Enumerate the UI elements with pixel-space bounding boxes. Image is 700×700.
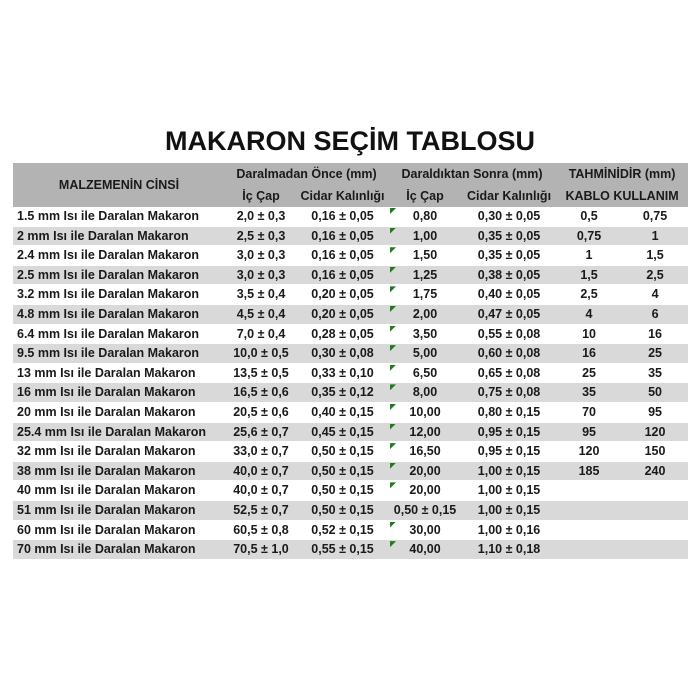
cable-usage-1-cell: 1 xyxy=(556,246,622,266)
inner-diameter-after-cell: 5,00 xyxy=(388,344,462,364)
cable-usage-1-cell xyxy=(556,500,622,520)
table-row xyxy=(13,442,688,462)
header-cable-usage: KABLO KULLANIM xyxy=(556,185,688,207)
wall-thickness-before-cell: 0,16 ± 0,05 xyxy=(297,246,388,266)
header-material: MALZEMENİN CİNSİ xyxy=(13,163,225,207)
material-cell: 2 mm Isı ile Daralan Makaron xyxy=(13,226,225,246)
table-row xyxy=(13,422,688,442)
wall-thickness-before-cell: 0,52 ± 0,15 xyxy=(297,520,388,540)
excel-error-marker-icon xyxy=(390,326,396,332)
inner-diameter-before-cell: 16,5 ± 0,6 xyxy=(225,383,297,403)
cable-usage-1-cell: 0,75 xyxy=(556,226,622,246)
wall-thickness-before-cell: 0,40 ± 0,15 xyxy=(297,402,388,422)
excel-error-marker-icon xyxy=(390,482,396,488)
cable-usage-2-cell: 150 xyxy=(622,442,688,462)
page-title: MAKARON SEÇİM TABLOSU xyxy=(165,126,535,156)
header-group-estimate: TAHMİNİDİR (mm) xyxy=(556,163,688,185)
cable-usage-1-cell: 2,5 xyxy=(556,285,622,305)
excel-error-marker-icon xyxy=(390,443,396,449)
excel-error-marker-icon xyxy=(390,404,396,410)
wall-thickness-before-cell: 0,35 ± 0,12 xyxy=(297,383,388,403)
cable-usage-1-cell: 35 xyxy=(556,383,622,403)
cable-usage-1-cell xyxy=(556,540,622,560)
inner-diameter-after-cell: 1,50 xyxy=(388,246,462,266)
excel-error-marker-icon xyxy=(390,208,396,214)
excel-error-marker-icon xyxy=(390,463,396,469)
inner-diameter-after-cell: 8,00 xyxy=(388,383,462,403)
wall-thickness-after-cell: 0,47 ± 0,05 xyxy=(462,304,556,324)
excel-error-marker-icon xyxy=(390,384,396,390)
excel-error-marker-icon xyxy=(390,541,396,547)
cable-usage-2-cell: 120 xyxy=(622,422,688,442)
inner-diameter-after-cell: 20,00 xyxy=(388,481,462,501)
inner-diameter-after-cell: 1,00 xyxy=(388,226,462,246)
material-cell: 13 mm Isı ile Daralan Makaron xyxy=(13,363,225,383)
material-cell: 2.4 mm Isı ile Daralan Makaron xyxy=(13,246,225,266)
excel-error-marker-icon xyxy=(390,247,396,253)
inner-diameter-before-cell: 70,5 ± 1,0 xyxy=(225,540,297,560)
inner-diameter-before-cell: 4,5 ± 0,4 xyxy=(225,304,297,324)
material-cell: 6.4 mm Isı ile Daralan Makaron xyxy=(13,324,225,344)
table-row xyxy=(13,500,688,520)
wall-thickness-before-cell: 0,16 ± 0,05 xyxy=(297,265,388,285)
material-cell: 25.4 mm Isı ile Daralan Makaron xyxy=(13,422,225,442)
header-group-before-shrink: Daralmadan Önce (mm) xyxy=(225,163,388,185)
cable-usage-1-cell: 16 xyxy=(556,344,622,364)
header-wall-thickness-before: Cidar Kalınlığı xyxy=(297,185,388,207)
wall-thickness-before-cell: 0,28 ± 0,05 xyxy=(297,324,388,344)
wall-thickness-after-cell: 1,00 ± 0,15 xyxy=(462,500,556,520)
wall-thickness-after-cell: 0,30 ± 0,05 xyxy=(462,207,556,226)
inner-diameter-after-cell: 20,00 xyxy=(388,461,462,481)
wall-thickness-after-cell: 0,65 ± 0,08 xyxy=(462,363,556,383)
material-cell: 2.5 mm Isı ile Daralan Makaron xyxy=(13,265,225,285)
wall-thickness-before-cell: 0,33 ± 0,10 xyxy=(297,363,388,383)
wall-thickness-before-cell: 0,20 ± 0,05 xyxy=(297,285,388,305)
wall-thickness-after-cell: 1,00 ± 0,15 xyxy=(462,481,556,501)
table-row xyxy=(13,383,688,403)
inner-diameter-before-cell: 10,0 ± 0,5 xyxy=(225,344,297,364)
table-row xyxy=(13,402,688,422)
cable-usage-2-cell xyxy=(622,520,688,540)
inner-diameter-after-cell: 2,00 xyxy=(388,304,462,324)
table-row xyxy=(13,304,688,324)
table-row xyxy=(13,481,688,501)
table-row xyxy=(13,285,688,305)
table-row xyxy=(13,540,688,560)
inner-diameter-before-cell: 3,0 ± 0,3 xyxy=(225,265,297,285)
material-cell: 38 mm Isı ile Daralan Makaron xyxy=(13,461,225,481)
excel-error-marker-icon xyxy=(390,424,396,430)
cable-usage-1-cell: 0,5 xyxy=(556,207,622,226)
wall-thickness-before-cell: 0,50 ± 0,15 xyxy=(297,500,388,520)
material-cell: 60 mm Isı ile Daralan Makaron xyxy=(13,520,225,540)
makaron-selection-table xyxy=(13,163,688,560)
table-row xyxy=(13,246,688,266)
wall-thickness-after-cell: 0,55 ± 0,08 xyxy=(462,324,556,344)
excel-error-marker-icon xyxy=(390,345,396,351)
cable-usage-1-cell xyxy=(556,481,622,501)
wall-thickness-before-cell: 0,45 ± 0,15 xyxy=(297,422,388,442)
cable-usage-1-cell: 25 xyxy=(556,363,622,383)
inner-diameter-after-cell: 1,25 xyxy=(388,265,462,285)
wall-thickness-after-cell: 0,60 ± 0,08 xyxy=(462,344,556,364)
inner-diameter-before-cell: 7,0 ± 0,4 xyxy=(225,324,297,344)
wall-thickness-after-cell: 0,40 ± 0,05 xyxy=(462,285,556,305)
cable-usage-2-cell: 95 xyxy=(622,402,688,422)
cable-usage-1-cell: 1,5 xyxy=(556,265,622,285)
material-cell: 16 mm Isı ile Daralan Makaron xyxy=(13,383,225,403)
inner-diameter-before-cell: 3,0 ± 0,3 xyxy=(225,246,297,266)
inner-diameter-before-cell: 60,5 ± 0,8 xyxy=(225,520,297,540)
wall-thickness-after-cell: 0,35 ± 0,05 xyxy=(462,246,556,266)
wall-thickness-before-cell: 0,50 ± 0,15 xyxy=(297,481,388,501)
inner-diameter-after-cell: 10,00 xyxy=(388,402,462,422)
inner-diameter-after-cell: 16,50 xyxy=(388,442,462,462)
inner-diameter-before-cell: 40,0 ± 0,7 xyxy=(225,461,297,481)
wall-thickness-before-cell: 0,20 ± 0,05 xyxy=(297,304,388,324)
cable-usage-1-cell: 185 xyxy=(556,461,622,481)
inner-diameter-before-cell: 52,5 ± 0,7 xyxy=(225,500,297,520)
inner-diameter-before-cell: 13,5 ± 0,5 xyxy=(225,363,297,383)
wall-thickness-before-cell: 0,55 ± 0,15 xyxy=(297,540,388,560)
inner-diameter-after-cell: 0,50 ± 0,15 xyxy=(388,500,462,520)
table-row xyxy=(13,207,688,226)
table-row xyxy=(13,344,688,364)
cable-usage-1-cell: 4 xyxy=(556,304,622,324)
table-header xyxy=(13,163,688,207)
cable-usage-2-cell: 6 xyxy=(622,304,688,324)
inner-diameter-after-cell: 12,00 xyxy=(388,422,462,442)
header-inner-diameter-before: İç Çap xyxy=(225,185,297,207)
table-row xyxy=(13,265,688,285)
excel-error-marker-icon xyxy=(390,306,396,312)
table-row xyxy=(13,363,688,383)
cable-usage-1-cell xyxy=(556,520,622,540)
material-cell: 70 mm Isı ile Daralan Makaron xyxy=(13,540,225,560)
cable-usage-1-cell: 120 xyxy=(556,442,622,462)
wall-thickness-after-cell: 0,35 ± 0,05 xyxy=(462,226,556,246)
inner-diameter-after-cell: 40,00 xyxy=(388,540,462,560)
inner-diameter-after-cell: 30,00 xyxy=(388,520,462,540)
wall-thickness-after-cell: 0,95 ± 0,15 xyxy=(462,422,556,442)
header-inner-diameter-after: İç Çap xyxy=(388,185,462,207)
wall-thickness-after-cell: 1,00 ± 0,15 xyxy=(462,461,556,481)
table-body xyxy=(13,207,688,559)
material-cell: 4.8 mm Isı ile Daralan Makaron xyxy=(13,304,225,324)
cable-usage-1-cell: 95 xyxy=(556,422,622,442)
wall-thickness-after-cell: 0,75 ± 0,08 xyxy=(462,383,556,403)
cable-usage-2-cell: 35 xyxy=(622,363,688,383)
inner-diameter-after-cell: 3,50 xyxy=(388,324,462,344)
cable-usage-1-cell: 10 xyxy=(556,324,622,344)
wall-thickness-before-cell: 0,50 ± 0,15 xyxy=(297,442,388,462)
wall-thickness-before-cell: 0,16 ± 0,05 xyxy=(297,207,388,226)
wall-thickness-after-cell: 0,80 ± 0,15 xyxy=(462,402,556,422)
cable-usage-2-cell: 50 xyxy=(622,383,688,403)
wall-thickness-after-cell: 0,95 ± 0,15 xyxy=(462,442,556,462)
wall-thickness-before-cell: 0,30 ± 0,08 xyxy=(297,344,388,364)
table-row xyxy=(13,226,688,246)
material-cell: 20 mm Isı ile Daralan Makaron xyxy=(13,402,225,422)
inner-diameter-before-cell: 2,0 ± 0,3 xyxy=(225,207,297,226)
excel-error-marker-icon xyxy=(390,522,396,528)
cable-usage-2-cell: 2,5 xyxy=(622,265,688,285)
inner-diameter-before-cell: 3,5 ± 0,4 xyxy=(225,285,297,305)
table-row xyxy=(13,324,688,344)
wall-thickness-before-cell: 0,16 ± 0,05 xyxy=(297,226,388,246)
header-group-after-shrink: Daraldıktan Sonra (mm) xyxy=(388,163,556,185)
header-group-row xyxy=(13,163,688,185)
cable-usage-2-cell: 16 xyxy=(622,324,688,344)
header-wall-thickness-after: Cidar Kalınlığı xyxy=(462,185,556,207)
table-row xyxy=(13,461,688,481)
inner-diameter-before-cell: 25,6 ± 0,7 xyxy=(225,422,297,442)
cable-usage-1-cell: 70 xyxy=(556,402,622,422)
wall-thickness-after-cell: 0,38 ± 0,05 xyxy=(462,265,556,285)
table-row xyxy=(13,520,688,540)
wall-thickness-after-cell: 1,00 ± 0,16 xyxy=(462,520,556,540)
cable-usage-2-cell: 25 xyxy=(622,344,688,364)
inner-diameter-before-cell: 40,0 ± 0,7 xyxy=(225,481,297,501)
cable-usage-2-cell xyxy=(622,500,688,520)
wall-thickness-after-cell: 1,10 ± 0,18 xyxy=(462,540,556,560)
material-cell: 51 mm Isı ile Daralan Makaron xyxy=(13,500,225,520)
inner-diameter-after-cell: 6,50 xyxy=(388,363,462,383)
cable-usage-2-cell: 0,75 xyxy=(622,207,688,226)
material-cell: 9.5 mm Isı ile Daralan Makaron xyxy=(13,344,225,364)
inner-diameter-before-cell: 33,0 ± 0,7 xyxy=(225,442,297,462)
wall-thickness-before-cell: 0,50 ± 0,15 xyxy=(297,461,388,481)
cable-usage-2-cell: 4 xyxy=(622,285,688,305)
cable-usage-2-cell xyxy=(622,540,688,560)
excel-error-marker-icon xyxy=(390,267,396,273)
cable-usage-2-cell xyxy=(622,481,688,501)
cable-usage-2-cell: 1 xyxy=(622,226,688,246)
inner-diameter-after-cell: 1,75 xyxy=(388,285,462,305)
inner-diameter-before-cell: 2,5 ± 0,3 xyxy=(225,226,297,246)
inner-diameter-after-cell: 0,80 xyxy=(388,207,462,226)
excel-error-marker-icon xyxy=(390,286,396,292)
material-cell: 1.5 mm Isı ile Daralan Makaron xyxy=(13,207,225,226)
inner-diameter-before-cell: 20,5 ± 0,6 xyxy=(225,402,297,422)
cable-usage-2-cell: 1,5 xyxy=(622,246,688,266)
material-cell: 40 mm Isı ile Daralan Makaron xyxy=(13,481,225,501)
excel-error-marker-icon xyxy=(390,365,396,371)
material-cell: 32 mm Isı ile Daralan Makaron xyxy=(13,442,225,462)
cable-usage-2-cell: 240 xyxy=(622,461,688,481)
material-cell: 3.2 mm Isı ile Daralan Makaron xyxy=(13,285,225,305)
excel-error-marker-icon xyxy=(390,228,396,234)
